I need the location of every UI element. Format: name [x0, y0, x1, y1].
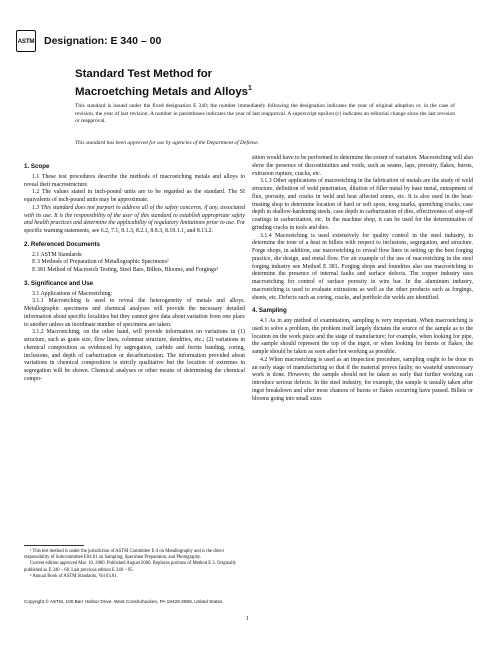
- page-header: [16, 30, 161, 52]
- reference-item: E 3 Methods of Preparation of Metallographic Specimens²: [32, 259, 169, 266]
- warning-reference: For specific warning statements, see 6.2, 7.1, 8.1.3, 8.2.1, 8.8.3, 8.10.1.1, and 8.13.2.: [24, 220, 245, 234]
- safety-statement: 1.3 This standard does not purport to address all of the safety concerns, if any, associated with its use. It is the responsibility of the user of this standard to establish appropriate safety and health practices and determine the applicability of regulatory limitations prior to use.: [24, 204, 245, 227]
- paragraph: 2.1 ASTM Standards:: [32, 251, 83, 258]
- approval-note: This standard has been approved for use by agencies of the Department of Defense.: [75, 140, 260, 146]
- right-column: [252, 155, 473, 403]
- section-heading: 3. Significance and Use: [24, 279, 94, 287]
- footnote: Current edition approved Mar. 10, 2000. Published August 2000. Replaces portions of Method E 3. Originally published as E 340 – 68. Last previous edition E 340 – 95.: [24, 561, 237, 573]
- astm-logo: ASTM: [16, 30, 36, 52]
- title-footnote-mark: 1: [248, 84, 252, 92]
- section-heading: 4. Sampling: [252, 307, 287, 315]
- footnote-divider: [24, 545, 84, 546]
- paragraph: 3.1.2 Macroetching, on the other hand, will provide information on variations in (1) structure, such as grain size, flow lines, columnar structure, dendrites, etc.; (2) variations in chemical composition as evidenced by segregation, carbide and ferrite banding, coring, inclusions, and depth of carburization or decarburization. The information provided about variations in chemical composition is strictly qualitative but the location of extremes in segregation will be shown. Chemical analyses or other means of determining the chemical compo-: [24, 329, 245, 382]
- paragraph: [24, 205, 245, 236]
- left-column: [24, 158, 245, 384]
- title-line-2: Macroetching Metals and Alloys: [75, 85, 249, 98]
- paragraph: 3.1.4 Macroetching is used extensively for quality control in the steel industry, to determine the tone of a heat in billets with respect to inclusions, segregation, and structure. Forge shops, in addition, use macroetching to reveal flow lines in setting up the best forging practice, die design, and metal flow. For an example of the use of macroetching in the steel forging industry see Method E 381. Forging shops and foundries also use macroetching to determine the presence of internal faults and surface defects. The copper industry uses macroetching for control of surface porosity in wire bar. In the aluminum industry, macroetching is used to evaluate extrusions as well as the other products such as forgings, sheets, etc. Defects such as coring, cracks, and porthole die welds are identified.: [252, 232, 473, 301]
- footnote: ¹ This test method is under the jurisdiction of ASTM Committee E-4 on Metallography and is the direct responsibility of Subcommittee E04.01 on Sampling, Specimen Preparation, and Photography.: [24, 549, 224, 561]
- reference-item: E 381 Method of Macroetch Testing, Steel Bars, Billets, Blooms, and Forgings²: [32, 267, 219, 273]
- paragraph: sition would have to be performed to determine the extent of variation. Macroetching will also show the presence of discontinuities and voids, such as seams, laps, porosity, flakes, bursts, extrusion rupture, cracks, etc.: [252, 155, 473, 177]
- title-line-1: Standard Test Method for: [75, 68, 213, 80]
- designation: Designation: E 340 – 00: [44, 35, 162, 47]
- paragraph: 4.1 As in any method of examination, sampling is very important. When macroetching is used to solve a problem, the problem itself largely dictates the source of the sample as to the location on the work piece and the stage of manufacture; for example, when looking for pipe, the sample should represent the top of the ingot, or when looking for bursts or flakes, the sample should be taken as soon after hot working as possible.: [252, 318, 473, 355]
- paragraph: 3.1.3 Other applications of macroetching in the fabrication of metals are the study of weld structure, definition of weld penetration, dilution of filler metal by base metal, entrapment of flux, porosity, and cracks in weld and heat affected zones, etc. It is also used in the heat-treating shop to determine location of hard or soft spots, tong marks, quenching cracks, case depth in shallow-hardening steels, case depth in carburization of dies, effectiveness of stop-off coatings in carburization, etc. In the machine shop, it can be used for the determination of grinding cracks in tools and dies.: [252, 178, 473, 231]
- copyright-line: Copyright © ASTM, 100 Barr Harbor Drive, West Conshohocken, PA 19428-2959, United States.: [24, 599, 224, 604]
- page-number: 1: [246, 616, 249, 622]
- paragraph: 3.1.1 Macroetching is used to reveal the heterogeneity of metals and alloys. Metallographic specimens and chemical analyses will provide the necessary detailed information about specific localities but they cannot give data about variation from one place to another unless an inordinate number of specimens are taken.: [24, 298, 245, 328]
- document-title: [75, 68, 252, 99]
- section-heading: 1. Scope: [24, 163, 50, 170]
- section-heading: 2. Referenced Documents: [24, 240, 100, 248]
- paragraph: 3.1 Applications of Macroetching:: [32, 290, 113, 297]
- footnotes: [24, 545, 245, 580]
- standard-note: This standard is issued under the fixed designation E 340; the number immediately following the designation indicates the year of original adoption or, in the case of revision, the year of last revision. A number in parentheses indicates the year of last reapproval. A superscript epsilon (ε) indicates an editorial change since the last revision or reapproval.: [75, 103, 455, 125]
- paragraph: 4.2 When macroetching is used as an inspection procedure, sampling ought to be done in an early stage of manufacturing so that if the material proves faulty, no wasteful unnecessary work is done. However, the sample should not be taken so early that further working can introduce serious defects. In the steel industry, for example, the sample is usually taken after ingot breakdown and after most chances of bursts or flakes occurring have passed. Billets or blooms going into small sizes: [252, 356, 473, 402]
- footnote: ² Annual Book of ASTM Standards, Vol 03.01.: [30, 573, 118, 579]
- paragraph: 1.2 The values stated in inch-pound units are to be regarded as the standard. The SI equivalents of inch-pound units may be approximate.: [24, 189, 245, 203]
- paragraph: 1.1 These test procedures describe the methods of macroetching metals and alloys to reveal their macrostructure.: [24, 173, 245, 188]
